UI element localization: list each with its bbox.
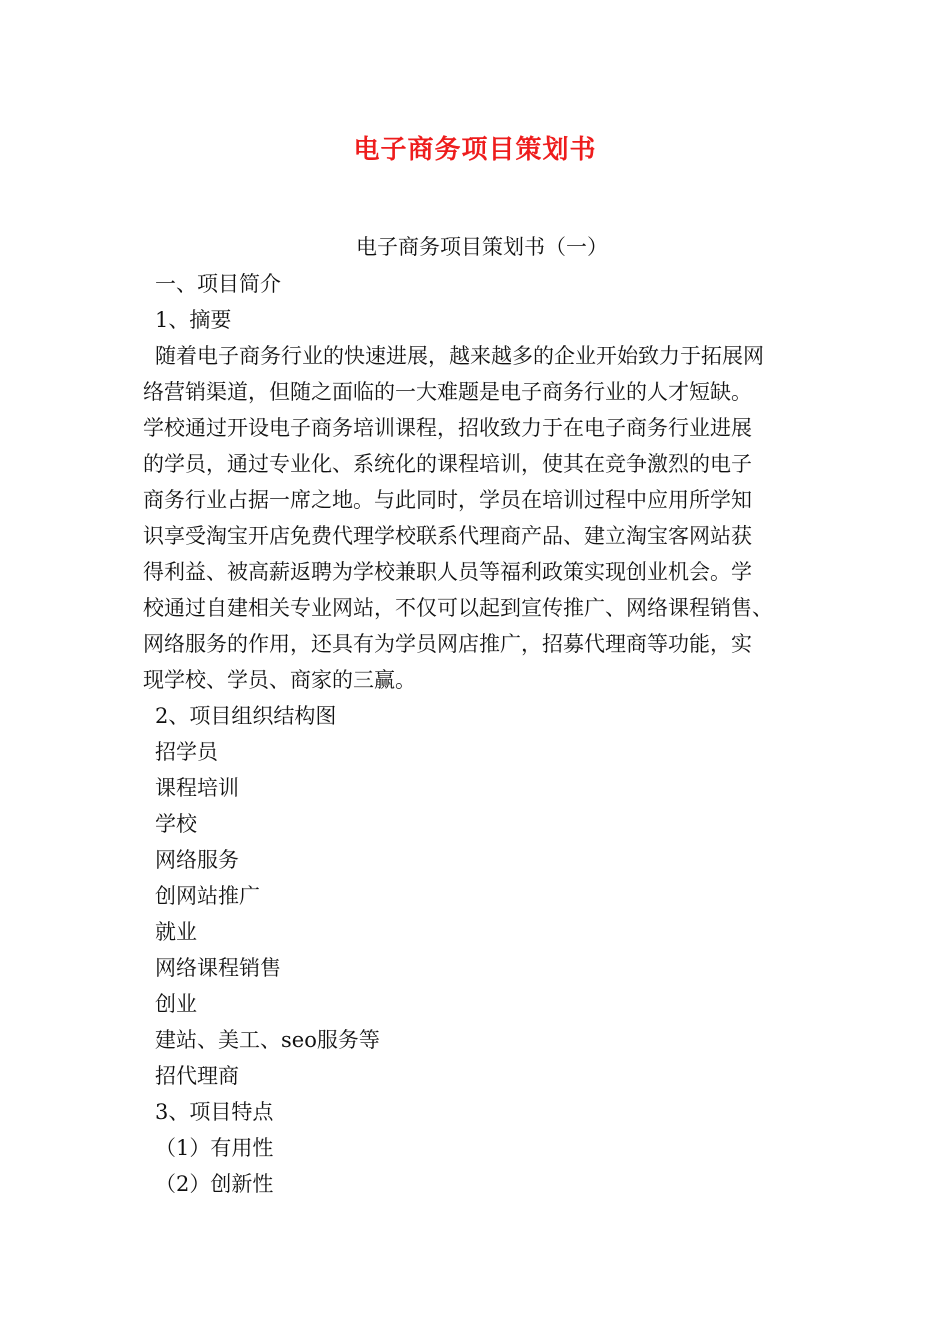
section-heading: 一、项目简介 — [155, 272, 281, 296]
feature-item: （2）创新性 — [155, 1172, 274, 1196]
paragraph-line: 网络服务的作用，还具有为学员网店推广，招募代理商等功能，实 — [143, 632, 752, 656]
org-item: 创网站推广 — [155, 884, 260, 908]
org-item: 建站、美工、seo服务等 — [155, 1028, 380, 1052]
item-heading-org-chart: 2、项目组织结构图 — [155, 704, 337, 728]
paragraph-line: 商务行业占据一席之地。与此同时，学员在培训过程中应用所学知 — [143, 488, 752, 512]
paragraph-line: 识享受淘宝开店免费代理学校联系代理商产品、建立淘宝客网站获 — [143, 524, 752, 548]
org-item: 学校 — [155, 812, 197, 836]
org-item: 课程培训 — [155, 776, 239, 800]
paragraph-line: 络营销渠道，但随之面临的一大难题是电子商务行业的人才短缺。 — [143, 380, 752, 404]
org-item: 招学员 — [155, 740, 218, 764]
org-item: 就业 — [155, 920, 197, 944]
paragraph-line: 的学员，通过专业化、系统化的课程培训，使其在竞争激烈的电子 — [143, 452, 752, 476]
org-item: 网络课程销售 — [155, 956, 281, 980]
paragraph-line: 随着电子商务行业的快速进展，越来越多的企业开始致力于拓展网 — [155, 344, 764, 368]
document-subtitle: 电子商务项目策划书（一） — [356, 235, 608, 259]
paragraph-line: 校通过自建相关专业网站，不仅可以起到宣传推广、网络课程销售、 — [143, 596, 773, 620]
paragraph-line: 得利益、被高薪返聘为学校兼职人员等福利政策实现创业机会。学 — [143, 560, 752, 584]
item-heading-features: 3、项目特点 — [155, 1100, 274, 1124]
document-body — [143, 266, 843, 1202]
paragraph-line: 现学校、学员、商家的三赢。 — [143, 668, 416, 692]
item-heading-summary: 1、摘要 — [155, 308, 232, 332]
document-title: 电子商务项目策划书 — [353, 135, 597, 165]
org-item: 网络服务 — [155, 848, 239, 872]
org-item: 创业 — [155, 992, 197, 1016]
feature-item: （1）有用性 — [155, 1136, 274, 1160]
org-item: 招代理商 — [155, 1064, 239, 1088]
paragraph-line: 学校通过开设电子商务培训课程，招收致力于在电子商务行业进展 — [143, 416, 752, 440]
